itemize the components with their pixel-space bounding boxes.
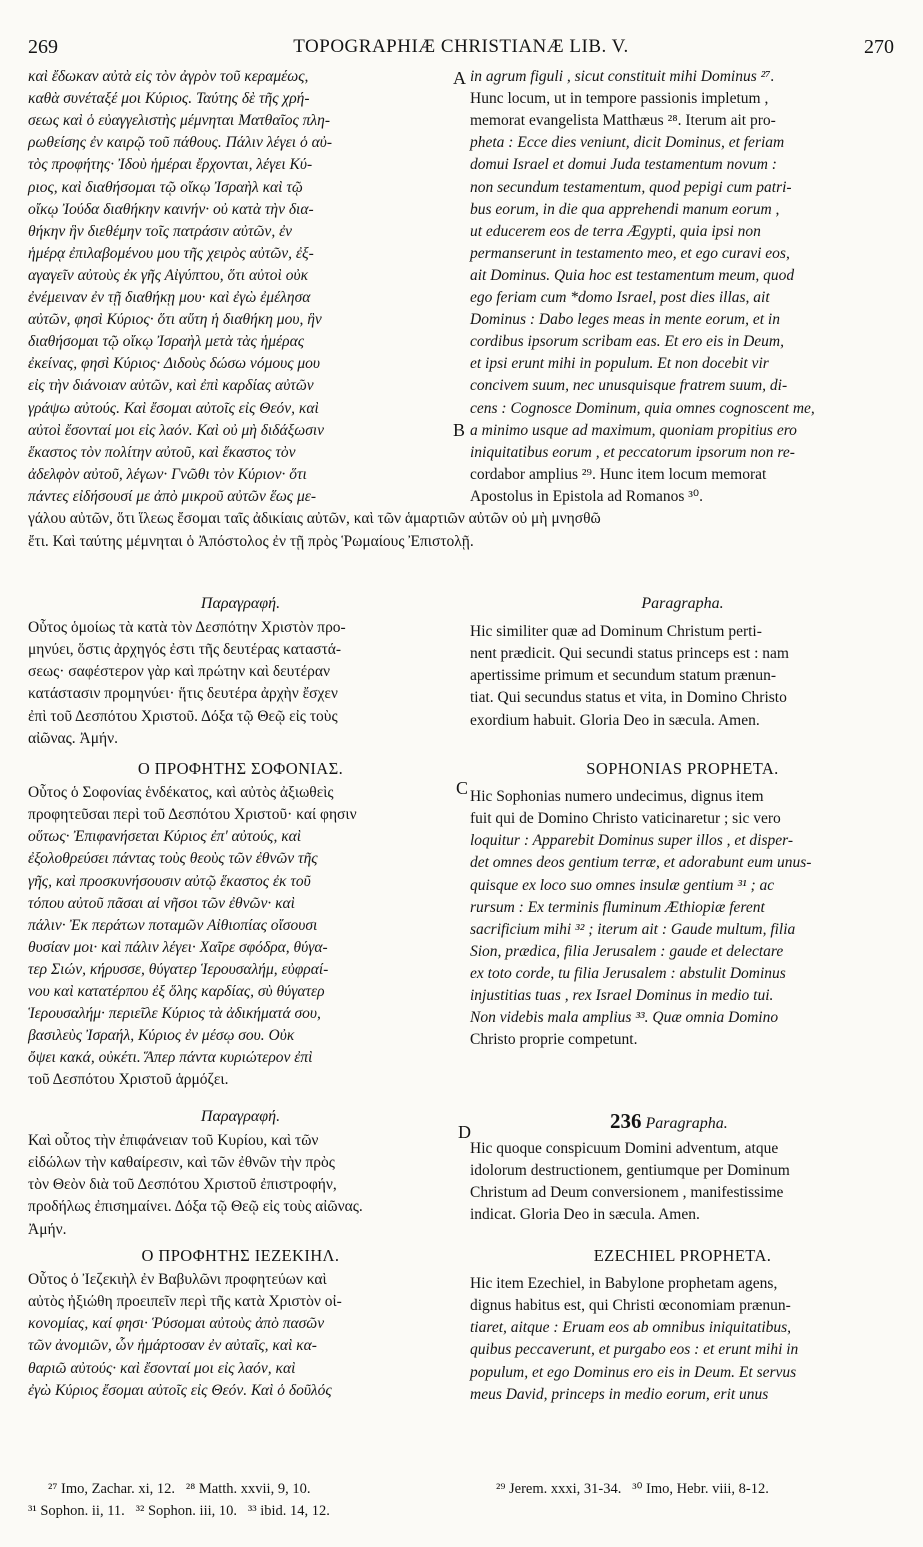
- greek-text-line: τὸν Θεὸν διὰ τοῦ Δεσπότου Χριστοῦ ἐπιστροφήν,: [28, 1176, 337, 1194]
- latin-text-line: nent prædicit. Qui secundi status princeps est : nam: [470, 645, 789, 663]
- greek-text-line: κονομίας, καί φησι· Ῥύσομαι αὐτοὺς ἀπὸ πασῶν: [28, 1315, 325, 1333]
- greek-text-line: τερ Σιών, κήρυσσε, θύγατερ Ἱερουσαλήμ, εὐφραί-: [28, 960, 329, 978]
- page-number-left: 269: [28, 36, 58, 58]
- greek-text-line: θαριῶ αὐτούς· καὶ ἔσονταί μοι εἰς λαόν, καὶ: [28, 1359, 296, 1377]
- greek-text-line: Καὶ οὗτος τὴν ἐπιφάνειαν τοῦ Κυρίου, καὶ τῶν: [28, 1132, 319, 1150]
- greek-text-line: προδήλως ἐπισημαίνει. Δόξα τῷ Θεῷ εἰς τοὺς αἰῶνας.: [28, 1198, 363, 1216]
- latin-text-line: permanserunt in testamento meo, et ego curavi eos,: [470, 244, 790, 262]
- latin-heading-row: [610, 1110, 728, 1132]
- greek-text-line: μηνύει, ὅστις ἀρχηγός ἐστι τῆς δευτέρας καταστά-: [28, 641, 342, 659]
- latin-text-line: populum, et ego Dominus ero eis in Deum. Et servus: [470, 1363, 797, 1381]
- latin-text-line: idolorum destructionem, gentiumque per Dominum: [470, 1162, 790, 1180]
- latin-text-line: cordibus ipsorum scribam eas. Et ero eis in Deum,: [470, 333, 784, 351]
- latin-text-line: Hic similiter quæ ad Dominum Christum perti-: [470, 623, 762, 641]
- latin-text-line: sacrificium mihi ³² ; iterum ait : Gaude multum, filia: [470, 920, 796, 938]
- margin-letter-c: C: [456, 778, 469, 798]
- greek-text-line: ρωθείσης ἐν καιρῷ τοῦ πάθους. Πάλιν λέγει ὁ αὐ-: [28, 134, 332, 152]
- margin-letter-a: A: [453, 68, 466, 88]
- margin-letter-b: B: [453, 420, 466, 440]
- greek-text-line: ἀδελφὸν αὐτοῦ, λέγων· Γνῶθι τὸν Κύριον· ὅτι: [28, 465, 307, 483]
- greek-text-line: αὐτοὶ ἔσονταί μοι εἰς λαόν. Καὶ οὐ μὴ διδάξωσιν: [28, 421, 325, 439]
- latin-text-line: Sion, prædica, filia Jerusalem : gaude et delectare: [470, 942, 784, 960]
- greek-text-line: γράψω αὐτούς. Καὶ ἔσομαι αὐτοῖς εἰς Θεόν, καὶ: [28, 399, 319, 417]
- greek-text-line: πάλιν· Ἐκ περάτων ποταμῶν Αἰθιοπίας οἴσουσι: [28, 916, 318, 934]
- greek-text-line: οἴκῳ Ἰούδα διαθήκην καινήν· οὐ κατὰ τὴν δια-: [28, 200, 314, 218]
- latin-text-line: in agrum figuli , sicut constituit mihi Dominus ²⁷.: [470, 68, 775, 85]
- latin-text-line: injustitias tuas , rex Israel Dominus in medio tui.: [470, 987, 774, 1004]
- latin-text-line: loquitur : Apparebit Dominus super illos , et disper-: [470, 832, 794, 850]
- latin-text-line: meus David, princeps in medio eorum, erit unus: [470, 1385, 769, 1403]
- footnote-left-1: ²⁷ Imo, Zachar. xi, 12. ²⁸ Matth. xxvii, 9, 10.: [48, 1481, 311, 1497]
- greek-text-line: καθὰ συνέταξέ μοι Κύριος. Ταύτης δὲ τῆς χρή-: [28, 90, 310, 108]
- latin-text-line: Hic Sophonias numero undecimus, dignus item: [470, 788, 764, 806]
- greek-text-line: ἡμέρᾳ ἐπιλαβομένου μου τῆς χειρὸς αὐτῶν, ἐξ-: [28, 244, 314, 262]
- running-title: TOPOGRAPHIÆ CHRISTIANÆ LIB. V.: [293, 36, 629, 57]
- greek-section-heading: Παραγραφή.: [200, 595, 281, 612]
- greek-text-line: ἐγὼ Κύριος ἔσομαι αὐτοῖς εἰς Θεόν. Καὶ ὁ δοῦλός: [28, 1381, 332, 1399]
- page-number-right: 270: [864, 36, 894, 58]
- latin-text-line: Hunc locum, ut in tempore passionis impletum ,: [470, 90, 769, 108]
- latin-text-line: rursum : Ex terminis fluminum Æthiopiæ ferent: [470, 898, 765, 916]
- latin-text-line: a minimo usque ad maximum, quoniam propitius ero: [470, 421, 797, 439]
- latin-text-line: Apostolus in Epistola ad Romanos ³⁰.: [470, 487, 704, 505]
- greek-text-line: ἐκείνας, φησὶ Κύριος· Διδοὺς δώσω νόμους μου: [28, 355, 321, 373]
- greek-full-line: γάλου αὐτῶν, ὅτι ἵλεως ἔσομαι ταῖς ἀδικίαις αὐτῶν, καὶ τῶν ἁμαρτιῶν αὐτῶν οὐ μὴ μνησθῶ: [28, 510, 601, 527]
- latin-text-line: det omnes deos gentium terræ, et adorabunt eum unus-: [470, 854, 812, 872]
- greek-text-line: κατάστασιν προμηνύει· ἥτις δευτέρα ἀρχὴν ἔσχεν: [28, 685, 338, 703]
- greek-text-line: θυσίαν μοι· καὶ πάλιν λέγει· Χαῖρε σφόδρα, θύγα-: [28, 938, 328, 956]
- latin-text-line: domui Israel et domui Juda testamentum novum :: [470, 156, 777, 174]
- greek-text-line: αἰῶνας. Ἀμήν.: [28, 729, 119, 747]
- latin-section-heading: Paragrapha.: [645, 1115, 728, 1132]
- latin-text-line: bus eorum, in die qua apprehendi manum eorum ,: [470, 200, 780, 218]
- greek-text-line: Ἱερουσαλήμ· περιεῖλε Κύριος τὰ ἀδικήματά σου,: [28, 1005, 321, 1023]
- latin-text-line: ego feriam cum *domo Israel, post dies illas, ait: [470, 289, 770, 306]
- latin-text-line: non secundum testamentum, quod pepigi cum patri-: [470, 178, 792, 196]
- latin-text-line: cordabor amplius ²⁹. Hunc item locum memorat: [470, 465, 767, 483]
- greek-text-line: οὕτως· Ἐπιφανήσεται Κύριος ἐπ' αὐτούς, καὶ: [28, 828, 302, 846]
- greek-text-line: Ἀμήν.: [28, 1220, 67, 1238]
- latin-text-line: exordium habuit. Gloria Deo in sæcula. Amen.: [470, 711, 760, 729]
- greek-section-heading: Ο ΠΡΟΦΗΤΗΣ ΙΕΖΕΚΙΗΛ.: [141, 1246, 340, 1265]
- footnote-right-1: ²⁹ Jerem. xxxi, 31-34. ³⁰ Imo, Hebr. viii, 8-12.: [496, 1481, 769, 1497]
- latin-text-line: et ipsi erunt mihi in populum. Et non docebit vir: [470, 355, 769, 373]
- latin-text-line: quibus peccaverunt, et purgabo eos : et erunt mihi in: [470, 1341, 799, 1359]
- latin-text-line: memorat evangelista Matthæus ²⁸. Iterum ait pro-: [470, 112, 776, 130]
- latin-section-heading: SOPHONIAS PROPHETA.: [586, 759, 779, 778]
- latin-text-line: cens : Cognosce Dominum, quia omnes cognoscent me,: [470, 399, 815, 417]
- latin-text-line: tiaret, aitque : Eruam eos ab omnibus iniquitatibus,: [470, 1319, 792, 1337]
- greek-text-line: ἐπὶ τοῦ Δεσπότου Χριστοῦ. Δόξα τῷ Θεῷ εἰς τοὺς: [28, 707, 338, 725]
- greek-text-line: προφητεῦσαι περὶ τοῦ Δεσπότου Χριστοῦ· καί φησιν: [28, 806, 357, 824]
- greek-text-line: αγαγεῖν αὐτοὺς ἐκ γῆς Αἰγύπτου, ὅτι αὐτοὶ οὐκ: [28, 266, 309, 284]
- greek-text-line: αὐτῶν, φησὶ Κύριος· ὅτι αὕτη ἡ διαθήκη μου, ἣν: [28, 311, 322, 329]
- greek-text-line: ἐξολοθρεύσει πάντας τοὺς θεοὺς τῶν ἐθνῶν τῆς: [28, 850, 318, 868]
- greek-text-line: εἰδώλων τὴν καθαίρεσιν, καὶ τῶν ἐθνῶν τὴν πρὸς: [28, 1154, 335, 1172]
- margin-letter-d: D: [458, 1122, 471, 1142]
- greek-section-heading: Παραγραφή.: [200, 1108, 281, 1125]
- greek-text-line: τὸς προφήτης· Ἰδοὺ ἡμέραι ἔρχονται, λέγει Κύ-: [28, 156, 313, 174]
- greek-text-line: καὶ ἔδωκαν αὐτὰ εἰς τὸν ἀγρὸν τοῦ κεραμέως,: [28, 68, 309, 85]
- greek-text-line: ὄψει κακά, οὐκέτι. Ἅπερ πάντα κυριώτερον ἐπὶ: [28, 1049, 313, 1067]
- latin-text-line: quisque ex loco suo omnes insulæ gentium ³¹ ; ac: [470, 876, 775, 894]
- greek-full-line: ἔτι. Καὶ ταύτης μέμνηται ὁ Ἀπόστολος ἐν τῇ πρὸς Ῥωμαίους Ἐπιστολῇ.: [28, 533, 474, 550]
- greek-text-line: Οὗτος ὁ Ἰεζεκιὴλ ἐν Βαβυλῶνι προφητεύων καὶ: [28, 1271, 327, 1289]
- greek-text-line: σεως καὶ ὁ εὐαγγελιστὴς μέμνηται Ματθαῖος πλη-: [28, 112, 330, 130]
- latin-text-line: ut educerem eos de terra Ægypti, quia ipsi non: [470, 222, 761, 240]
- latin-text-line: Christo proprie competunt.: [470, 1031, 638, 1049]
- greek-text-line: ριος, καὶ διαθήσομαι τῷ οἴκῳ Ἰσραὴλ καὶ τῷ: [28, 178, 303, 196]
- footnote-left-2: ³¹ Sophon. ii, 11. ³² Sophon. iii, 10. ³³ ibid. 14, 12.: [28, 1503, 330, 1519]
- latin-section-heading: Paragrapha.: [641, 595, 724, 612]
- greek-text-line: πάντες εἰδήσουσί με ἀπὸ μικροῦ αὐτῶν ἕως με-: [28, 487, 316, 505]
- latin-text-line: tiat. Qui secundus status et vita, in Domino Christo: [470, 689, 787, 707]
- latin-text-line: fuit qui de Domino Christo vaticinaretur ; sic vero: [470, 810, 781, 828]
- latin-text-line: dignus habitus est, qui Christi œconomiam prænun-: [470, 1297, 791, 1315]
- greek-text-line: αὐτὸς ἠξιώθη προειπεῖν περὶ τῆς κατὰ Χριστὸν οἰ-: [28, 1293, 342, 1311]
- latin-text-line: Hic item Ezechiel, in Babylone prophetam agens,: [470, 1275, 778, 1293]
- latin-text-line: indicat. Gloria Deo in sæcula. Amen.: [470, 1206, 700, 1224]
- greek-text-line: νου καὶ κατατέρπου ἐξ ὅλης καρδίας, σὺ θύγατερ: [28, 983, 325, 1000]
- latin-text-line: ait Dominus. Quia hoc est testamentum meum, quod: [470, 266, 795, 284]
- greek-text-line: ἐνέμειναν ἐν τῇ διαθήκῃ μου· καὶ ἐγὼ ἐμέλησα: [28, 289, 311, 306]
- latin-text-line: concivem suum, nec unusquisque fratrem suum, di-: [470, 377, 788, 395]
- edition-page-number: 236: [610, 1109, 642, 1133]
- greek-text-line: Οὗτος ὁ Σοφονίας ἑνδέκατος, καὶ αὐτὸς ἀξιωθεὶς: [28, 784, 334, 802]
- greek-text-line: εἰς τὴν διάνοιαν αὐτῶν, καὶ ἐπὶ καρδίας αὐτῶν: [28, 377, 314, 395]
- greek-text-line: Οὗτος ὁμοίως τὰ κατὰ τὸν Δεσπότην Χριστὸν προ-: [28, 619, 346, 637]
- latin-section-heading: EZECHIEL PROPHETA.: [593, 1246, 772, 1265]
- greek-text-line: τῶν ἀνομιῶν, ὧν ἡμάρτοσαν ἐν αὐταῖς, καὶ κα-: [28, 1337, 317, 1355]
- greek-text-line: γῆς, καὶ προσκυνήσουσιν αὐτῷ ἕκαστος ἐκ τοῦ: [28, 872, 311, 890]
- greek-section-heading: Ο ΠΡΟΦΗΤΗΣ ΣΟΦΟΝΙΑΣ.: [137, 759, 344, 778]
- running-header: [28, 36, 894, 64]
- greek-text-line: τόπου αὐτοῦ πᾶσαι αἱ νῆσοι τῶν ἐθνῶν· καὶ: [28, 894, 295, 912]
- latin-text-line: Hic quoque conspicuum Domini adventum, atque: [470, 1140, 779, 1158]
- greek-text-line: θήκην ἣν διεθέμην τοῖς πατράσιν αὐτῶν, ἐν: [28, 222, 293, 240]
- greek-text-line: σεως· σαφέστερον γὰρ καὶ πρώτην καὶ δευτέραν: [28, 663, 330, 681]
- latin-text-line: Christum ad Deum conversionem , manifestissime: [470, 1184, 784, 1202]
- greek-text-line: ἕκαστος τὸν πολίτην αὐτοῦ, καὶ ἕκαστος τὸν: [28, 443, 296, 461]
- latin-text-line: apertissime primum et secundum statum prænun-: [470, 667, 777, 685]
- greek-text-line: βασιλεὺς Ἰσραήλ, Κύριος ἐν μέσῳ σου. Οὐκ: [28, 1027, 295, 1045]
- latin-text-line: ex toto corde, tu filia Jerusalem : abstulit Dominus: [470, 964, 786, 982]
- latin-text-line: Dominus : Dabo leges meas in mente eorum, et in: [470, 311, 780, 329]
- latin-text-line: Non videbis mala amplius ³³. Quæ omnia Domino: [470, 1009, 779, 1027]
- latin-text-line: iniquitatibus eorum , et peccatorum ipsorum non re-: [470, 443, 795, 461]
- greek-text-line: διαθήσομαι τῷ οἴκῳ Ἰσραὴλ μετὰ τὰς ἡμέρας: [28, 333, 305, 351]
- latin-text-line: pheta : Ecce dies veniunt, dicit Dominus, et feriam: [470, 134, 785, 152]
- greek-text-line: τοῦ Δεσπότου Χριστοῦ ἁρμόζει.: [28, 1071, 229, 1089]
